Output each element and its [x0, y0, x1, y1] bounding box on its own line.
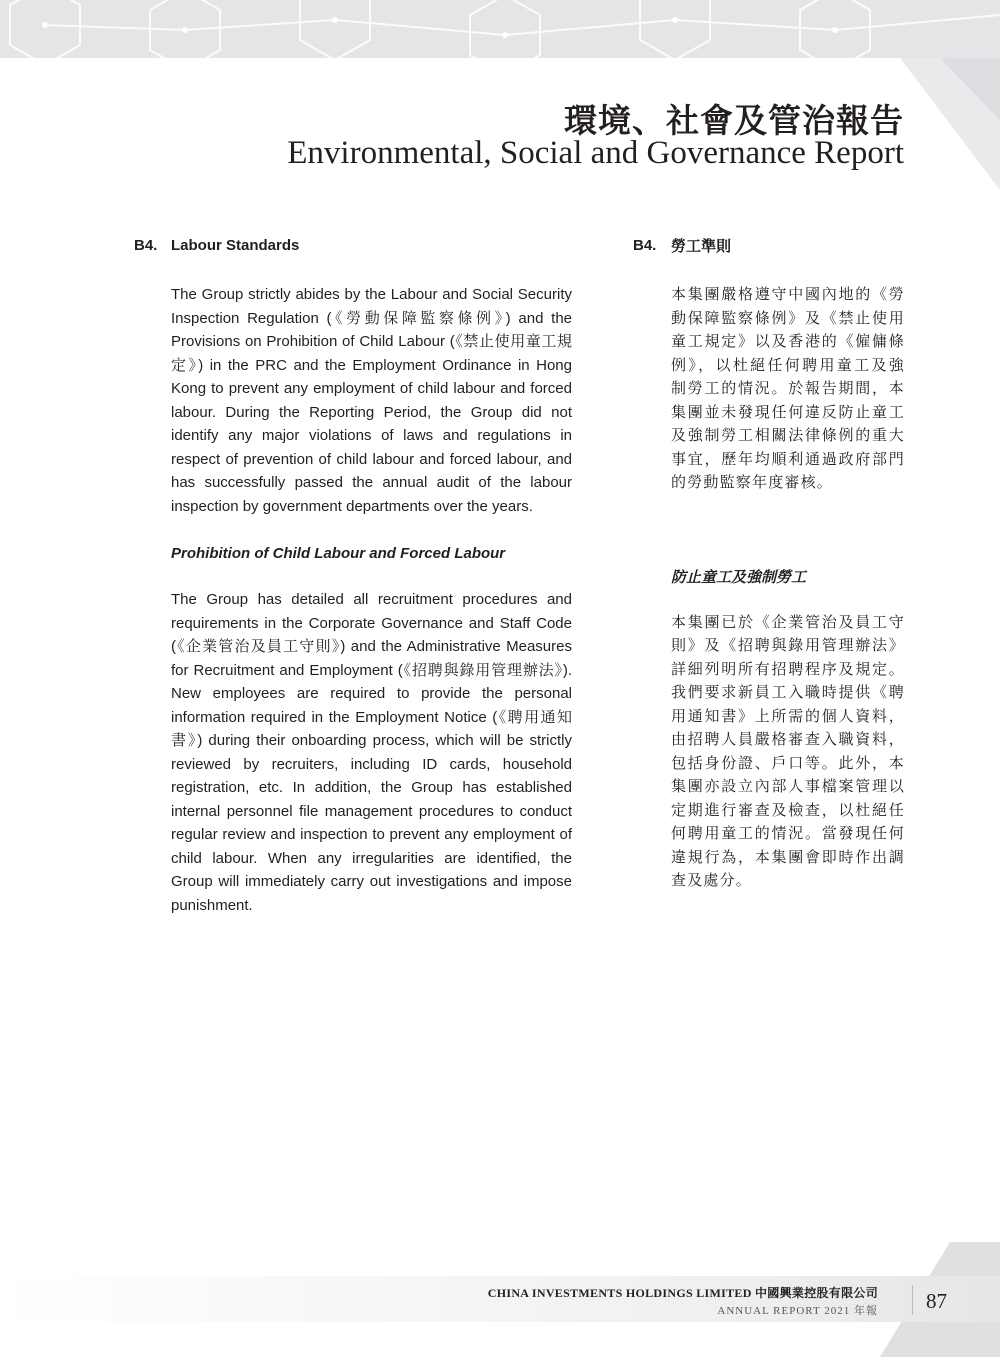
section-title: Labour Standards [171, 237, 300, 254]
section-title: 勞工準則 [671, 237, 732, 255]
footer-divider [912, 1285, 913, 1315]
page-title-chinese: 環境、社會及管治報告 [564, 101, 904, 140]
section-heading-chinese [633, 232, 905, 260]
footer-company-name: CHINA INVESTMENTS HOLDINGS LIMITED 中國興業控股有限公司 [487, 1286, 878, 1300]
page-footer [488, 1284, 878, 1318]
section-number: B4. [134, 237, 158, 254]
page-number: 87 [926, 1289, 947, 1313]
paragraph-labour-compliance: The Group strictly abides by the Labour and Social Security Inspection Regulation (《勞動保障監察條例》) and the Provisions on Prohibition of Child Labour (《禁止使用童工規定》) in the PRC and the Employment Ordinance in Hong Kong to prevent any employment of child labour and forced labour. During the Reporting Period, the Group did not identify any major violations of laws and regulations in respect of prevention of child labour and forced labour, and has successfully passed the annual audit of the labour inspection by government departments over the years. [171, 286, 572, 515]
english-column [134, 232, 572, 917]
footer-report-name: ANNUAL REPORT 2021 年報 [717, 1305, 878, 1317]
paragraph-labour-compliance-zh: 本集團嚴格遵守中國內地的《勞動保障監察條例》及《禁止使用童工規定》以及香港的《僱傭條例》，以杜絕任何聘用童工及強制勞工的情況。於報告期間，本集團並未發現任何違反防止童工及強制勞工相關法律條例的重大事宜，歷年均順利通過政府部門的勞動監察年度審核。 [671, 285, 905, 491]
paragraph-recruitment-procedures: The Group has detailed all recruitment procedures and requirements in the Corporate Governance and Staff Code (《企業管治及員工守則》) and the Administrative Measures for Recruitment and Employment (《招聘與錄用管理辦法》). New employees are required to provide the personal information required in the Employment Notice (《聘用通知書》) during their onboarding process, which will be strictly reviewed by recruiters, including ID cards, household registration, etc. In addition, the Group has established internal personnel file management procedures to conduct regular review and inspection to prevent any employment of child labour. When any irregularities are identified, the Group will immediately carry out investigations and impose punishment. [171, 591, 572, 914]
paragraph-recruitment-procedures-zh: 本集團已於《企業管治及員工守則》及《招聘與錄用管理辦法》詳細列明所有招聘程序及規定。我們要求新員工入職時提供《聘用通知書》上所需的個人資料，由招聘人員嚴格審查入職資料，包括身份證、戶口等。此外，本集團亦設立內部人事檔案管理以定期進行審查及檢查，以杜絕任何聘用童工的情況。當發現任何違規行為，本集團會即時作出調查及處分。 [671, 612, 905, 889]
page-title-english: Environmental, Social and Governance Report [287, 135, 904, 171]
chinese-column [633, 232, 905, 893]
section-heading-english [134, 232, 572, 260]
section-number: B4. [633, 237, 657, 254]
subheading-chinese: 防止童工及強制勞工 [671, 567, 807, 586]
subheading-english: Prohibition of Child Labour and Forced Labour [171, 545, 506, 562]
